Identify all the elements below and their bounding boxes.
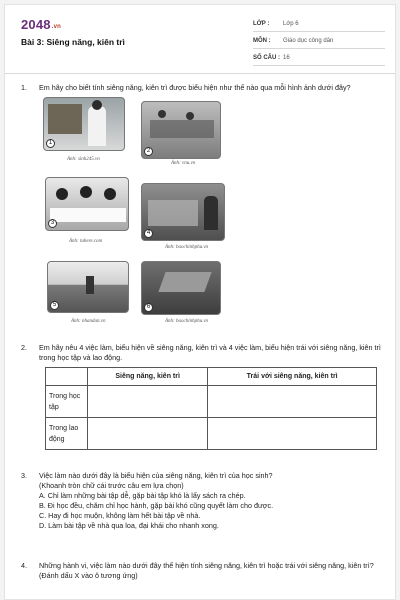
photo-caption: Ảnh: baochinhphu.vn <box>165 319 209 324</box>
question-hint: (Đánh dấu X vào ô tương ứng) <box>39 571 138 580</box>
answer-option[interactable]: A. Chỉ làm những bài tập dễ, gặp bài tập khó là lấy sách ra chép. <box>39 491 246 500</box>
photo-caption: Ảnh: sinh245.vn <box>67 157 100 162</box>
logo-text: 2048 <box>21 17 51 32</box>
question-number: 2. <box>21 343 27 352</box>
photo-caption: Ảnh: tuhere.com <box>69 239 103 244</box>
photo-number: 1 <box>46 139 55 148</box>
answer-cell[interactable] <box>208 386 377 418</box>
question-number: 4. <box>21 561 27 570</box>
site-logo[interactable] <box>21 17 61 32</box>
photo-1 <box>43 97 125 151</box>
question-text: Em hãy nêu 4 việc làm, biểu hiện về siêng năng, kiên trì và 4 việc làm, biểu hiện trái với siêng năng, kiên trì trong học tập và lao động. <box>39 343 381 362</box>
photo-number: 4 <box>144 229 153 238</box>
answer-cell[interactable] <box>88 418 208 450</box>
row-label: Trong lao động <box>46 418 88 450</box>
row-label: Trong học tập <box>46 386 88 418</box>
table-row <box>46 418 377 450</box>
photo-caption: Ảnh: vnu.vn <box>171 161 196 166</box>
meta-label: SỐ CÂU : <box>253 55 280 61</box>
meta-subject <box>253 34 385 49</box>
answer-option[interactable]: D. Làm bài tập về nhà qua loa, đại khái cho nhanh xong. <box>39 521 219 530</box>
question-text: Em hãy cho biết tính siêng năng, kiên trì được biểu hiện như thế nào qua mỗi hình ảnh dưới đây? <box>39 83 351 92</box>
meta-value: Giáo dục công dân <box>283 38 334 44</box>
question-number: 1. <box>21 83 27 92</box>
lesson-title: Bài 3: Siêng năng, kiên trì <box>21 37 125 47</box>
question-text: Việc làm nào dưới đây là biểu hiện của siêng năng, kiên trì của học sinh? <box>39 471 273 480</box>
column-header: Trái với siêng năng, kiên trì <box>208 368 377 386</box>
photo-6 <box>141 261 221 315</box>
question-2 <box>21 343 387 363</box>
photo-5 <box>47 261 129 313</box>
logo-suffix: .vn <box>51 24 62 30</box>
table-corner-cell <box>46 368 88 386</box>
meta-grade <box>253 17 385 32</box>
table-row <box>46 386 377 418</box>
header-divider <box>5 73 396 74</box>
photo-2 <box>141 101 221 159</box>
photo-caption: Ảnh: nhandan.vn <box>71 319 106 324</box>
photo-4 <box>141 183 225 241</box>
question-number: 3. <box>21 471 27 480</box>
worksheet <box>4 4 396 600</box>
header <box>5 5 396 69</box>
answer-option[interactable]: B. Đi học đều, chăm chỉ học hành, gặp bài khó cũng quyết làm cho được. <box>39 501 274 510</box>
answer-table <box>45 367 377 450</box>
question-text: Những hành vi, việc làm nào dưới đây thể hiện tính siêng năng, kiên trì hoặc trái với siêng năng, kiên trì? <box>39 561 374 570</box>
question-4 <box>21 561 387 581</box>
photo-number: 3 <box>48 219 57 228</box>
question-3 <box>21 471 387 531</box>
answer-cell[interactable] <box>208 418 377 450</box>
photo-number: 2 <box>144 147 153 156</box>
photo-caption: Ảnh: baochinhphu.vn <box>165 245 209 250</box>
meta-value: Lớp 6 <box>283 21 299 27</box>
photo-number: 6 <box>144 303 153 312</box>
meta-value: 16 <box>283 55 290 61</box>
photo-number: 5 <box>50 301 59 310</box>
answer-option[interactable]: C. Hay đi học muộn, không làm hết bài tập về nhà. <box>39 511 201 520</box>
photo-3 <box>45 177 129 231</box>
meta-label: MÔN : <box>253 38 271 44</box>
question-1 <box>21 83 387 93</box>
answer-cell[interactable] <box>88 386 208 418</box>
table-header-row <box>46 368 377 386</box>
meta-label: LỚP : <box>253 21 270 27</box>
question-hint: (Khoanh tròn chữ cái trước câu em lựa chọn) <box>39 481 184 490</box>
column-header: Siêng năng, kiên trì <box>88 368 208 386</box>
meta-count <box>253 51 385 66</box>
